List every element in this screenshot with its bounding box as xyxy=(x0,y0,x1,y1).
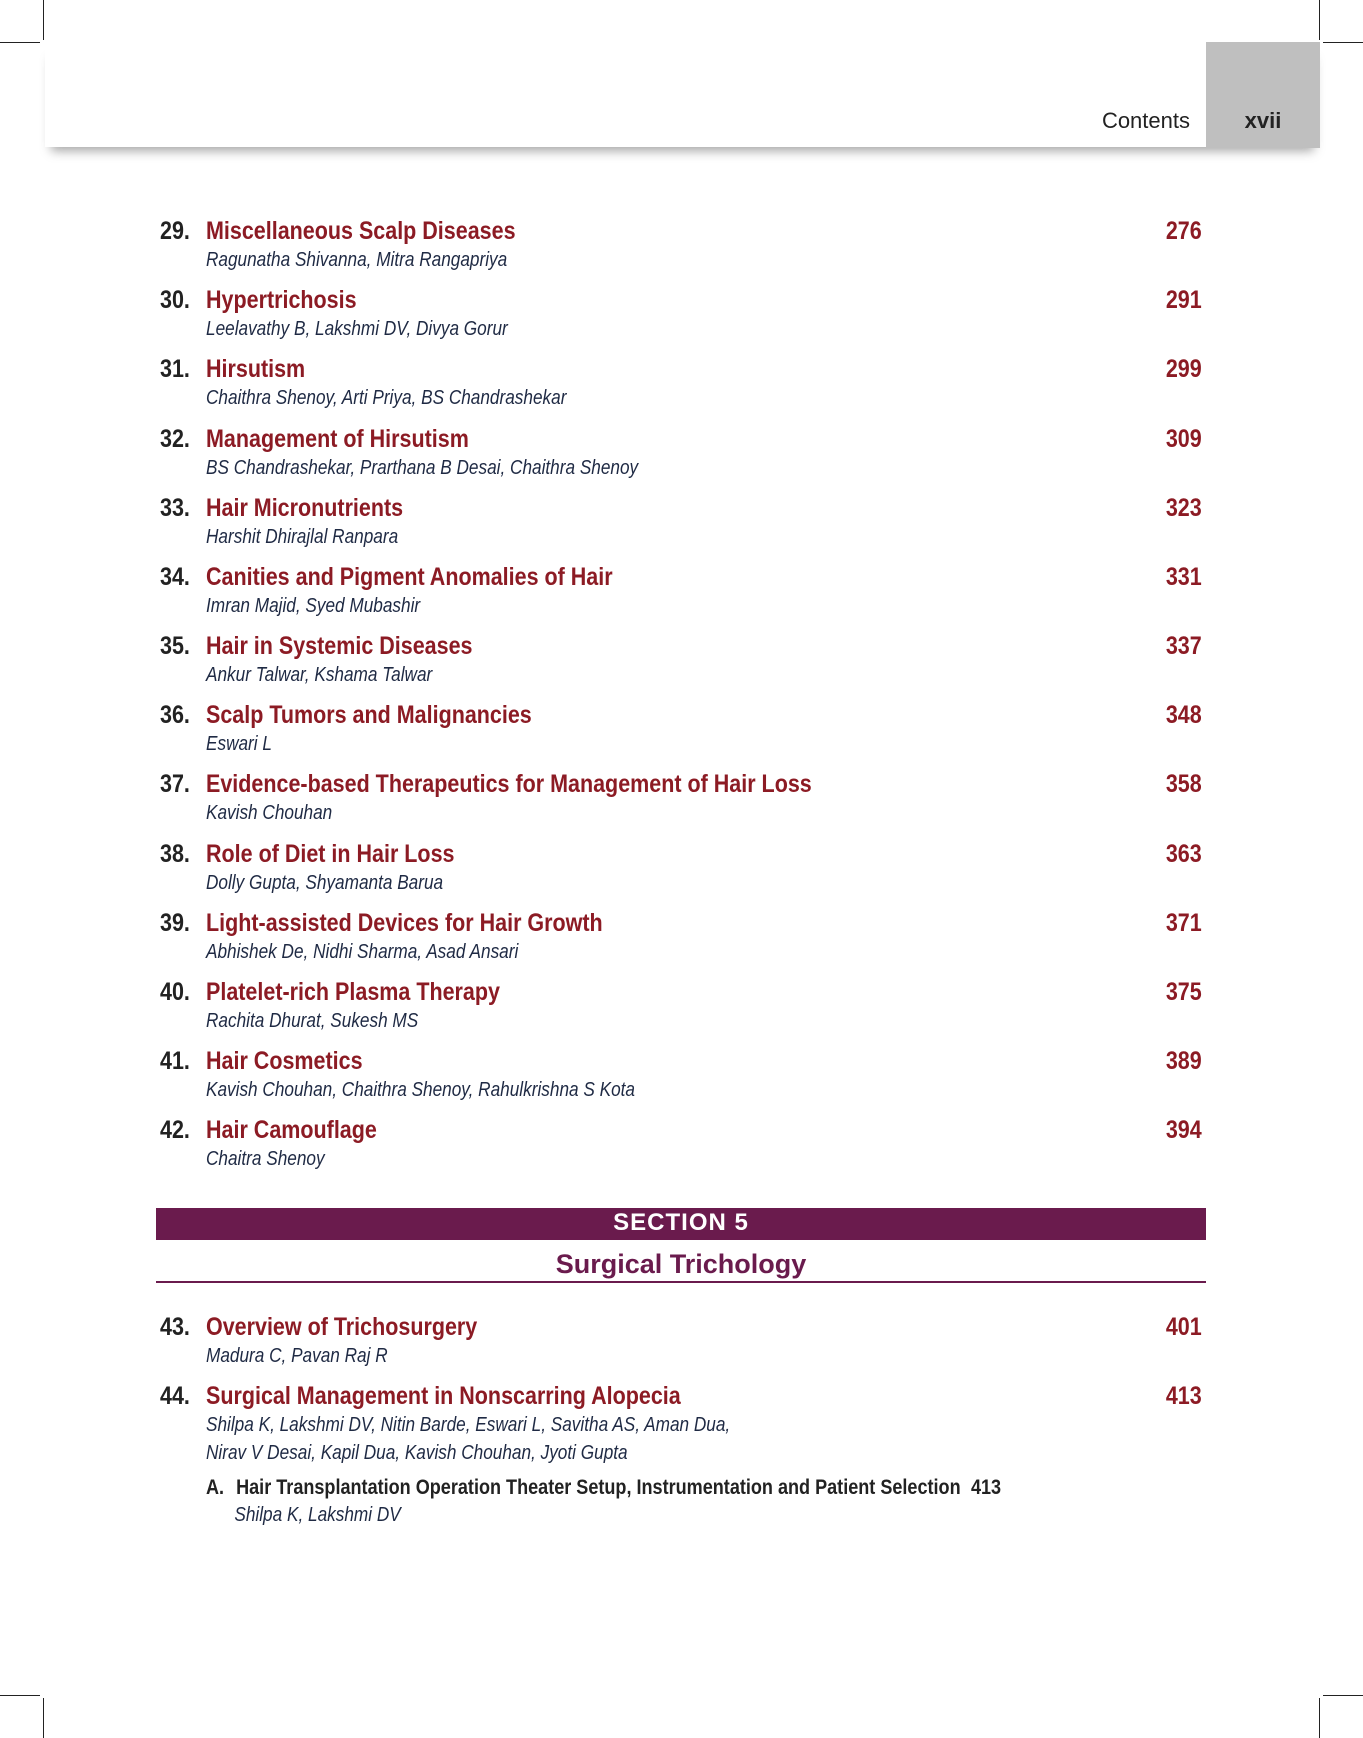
chapter-page: 401 xyxy=(1166,1313,1202,1341)
subentry-authors: Shilpa K, Lakshmi DV xyxy=(234,1504,401,1526)
chapter-title: Surgical Management in Nonscarring Alopecia xyxy=(206,1382,681,1410)
chapter-page: 348 xyxy=(1166,701,1202,729)
chapter-title: Management of Hirsutism xyxy=(206,425,469,453)
chapter-title: Hirsutism xyxy=(206,355,306,383)
chapter-authors: Abhishek De, Nidhi Sharma, Asad Ansari xyxy=(206,941,519,963)
chapter-authors: Ankur Talwar, Kshama Talwar xyxy=(206,664,433,686)
crop-mark xyxy=(0,1695,40,1696)
chapter-number: 30. xyxy=(160,286,190,314)
chapter-number: 42. xyxy=(160,1116,190,1144)
crop-mark xyxy=(1323,1695,1363,1696)
chapter-number: 35. xyxy=(160,632,190,660)
chapter-authors: Eswari L xyxy=(206,733,272,755)
chapter-authors: Shilpa K, Lakshmi DV, Nitin Barde, Eswari L, Savitha AS, Aman Dua, xyxy=(206,1414,731,1436)
chapter-number: 33. xyxy=(160,494,190,522)
chapter-authors: Chaitra Shenoy xyxy=(206,1148,325,1170)
chapter-number: 37. xyxy=(160,770,190,798)
page-number: xvii xyxy=(1244,108,1282,133)
chapter-authors: Dolly Gupta, Shyamanta Barua xyxy=(206,872,444,894)
chapter-number: 29. xyxy=(160,217,190,245)
chapter-title: Scalp Tumors and Malignancies xyxy=(206,701,532,729)
chapter-page: 371 xyxy=(1166,909,1202,937)
section-title: Surgical Trichology xyxy=(555,1249,807,1279)
chapter-page: 394 xyxy=(1166,1116,1202,1144)
chapter-page: 389 xyxy=(1166,1047,1202,1075)
chapter-number: 40. xyxy=(160,978,190,1006)
chapter-authors: Chaithra Shenoy, Arti Priya, BS Chandrashekar xyxy=(206,387,567,409)
chapter-authors: Imran Majid, Syed Mubashir xyxy=(206,595,421,617)
crop-mark xyxy=(43,1698,44,1738)
chapter-number: 34. xyxy=(160,563,190,591)
crop-mark xyxy=(43,0,44,40)
chapter-authors: Rachita Dhurat, Sukesh MS xyxy=(206,1010,419,1032)
chapter-page: 375 xyxy=(1166,978,1202,1006)
chapter-title: Hair Cosmetics xyxy=(206,1047,363,1075)
chapter-title: Hair in Systemic Diseases xyxy=(206,632,473,660)
crop-mark xyxy=(0,42,40,43)
chapter-title: Light-assisted Devices for Hair Growth xyxy=(206,909,603,937)
subentry-letter: A. xyxy=(206,1476,225,1499)
chapter-number: 44. xyxy=(160,1382,190,1410)
section-rule xyxy=(156,1281,1206,1283)
chapter-page: 291 xyxy=(1166,286,1202,314)
chapter-number: 32. xyxy=(160,425,190,453)
chapter-page: 309 xyxy=(1166,425,1202,453)
chapter-page: 276 xyxy=(1166,217,1202,245)
crop-mark xyxy=(1319,0,1320,40)
chapter-title: Hair Micronutrients xyxy=(206,494,404,522)
chapter-title: Evidence-based Therapeutics for Management of Hair Loss xyxy=(206,770,812,798)
chapter-authors: Leelavathy B, Lakshmi DV, Divya Gorur xyxy=(206,318,508,340)
chapter-page: 413 xyxy=(1166,1382,1202,1410)
section-label: SECTION 5 xyxy=(613,1209,749,1236)
chapter-number: 38. xyxy=(160,840,190,868)
subentry-title: Hair Transplantation Operation Theater Setup, Instrumentation and Patient Selection xyxy=(236,1476,961,1499)
chapter-page: 331 xyxy=(1166,563,1202,591)
chapter-page: 337 xyxy=(1166,632,1202,660)
crop-mark xyxy=(1319,1698,1320,1738)
chapter-page: 299 xyxy=(1166,355,1202,383)
chapter-number: 36. xyxy=(160,701,190,729)
chapter-page: 323 xyxy=(1166,494,1202,522)
chapter-number: 39. xyxy=(160,909,190,937)
chapter-title: Hypertrichosis xyxy=(206,286,357,314)
chapter-authors: Ragunatha Shivanna, Mitra Rangapriya xyxy=(206,249,508,271)
chapter-title: Hair Camouflage xyxy=(206,1116,377,1144)
chapter-number: 41. xyxy=(160,1047,190,1075)
chapter-number: 43. xyxy=(160,1313,190,1341)
chapter-authors: BS Chandrashekar, Prarthana B Desai, Chaithra Shenoy xyxy=(206,457,639,479)
chapter-title: Canities and Pigment Anomalies of Hair xyxy=(206,563,613,591)
subentry-page: 413 xyxy=(970,1476,1002,1499)
chapter-title: Overview of Trichosurgery xyxy=(206,1313,478,1341)
chapter-authors: Kavish Chouhan xyxy=(206,802,333,824)
chapter-title: Role of Diet in Hair Loss xyxy=(206,840,455,868)
chapter-title: Miscellaneous Scalp Diseases xyxy=(206,217,516,245)
crop-mark xyxy=(1323,42,1363,43)
chapter-page: 358 xyxy=(1166,770,1202,798)
chapter-authors-continued: Nirav V Desai, Kapil Dua, Kavish Chouhan, Jyoti Gupta xyxy=(206,1442,628,1464)
chapter-page: 363 xyxy=(1166,840,1202,868)
chapter-authors: Harshit Dhirajlal Ranpara xyxy=(206,526,399,548)
running-header-label: Contents xyxy=(1101,108,1190,133)
chapter-authors: Madura C, Pavan Raj R xyxy=(206,1345,388,1367)
chapter-number: 31. xyxy=(160,355,190,383)
chapter-title: Platelet-rich Plasma Therapy xyxy=(206,978,500,1006)
toc-subentry xyxy=(206,1476,1131,1527)
chapter-authors: Kavish Chouhan, Chaithra Shenoy, Rahulkrishna S Kota xyxy=(206,1079,635,1101)
